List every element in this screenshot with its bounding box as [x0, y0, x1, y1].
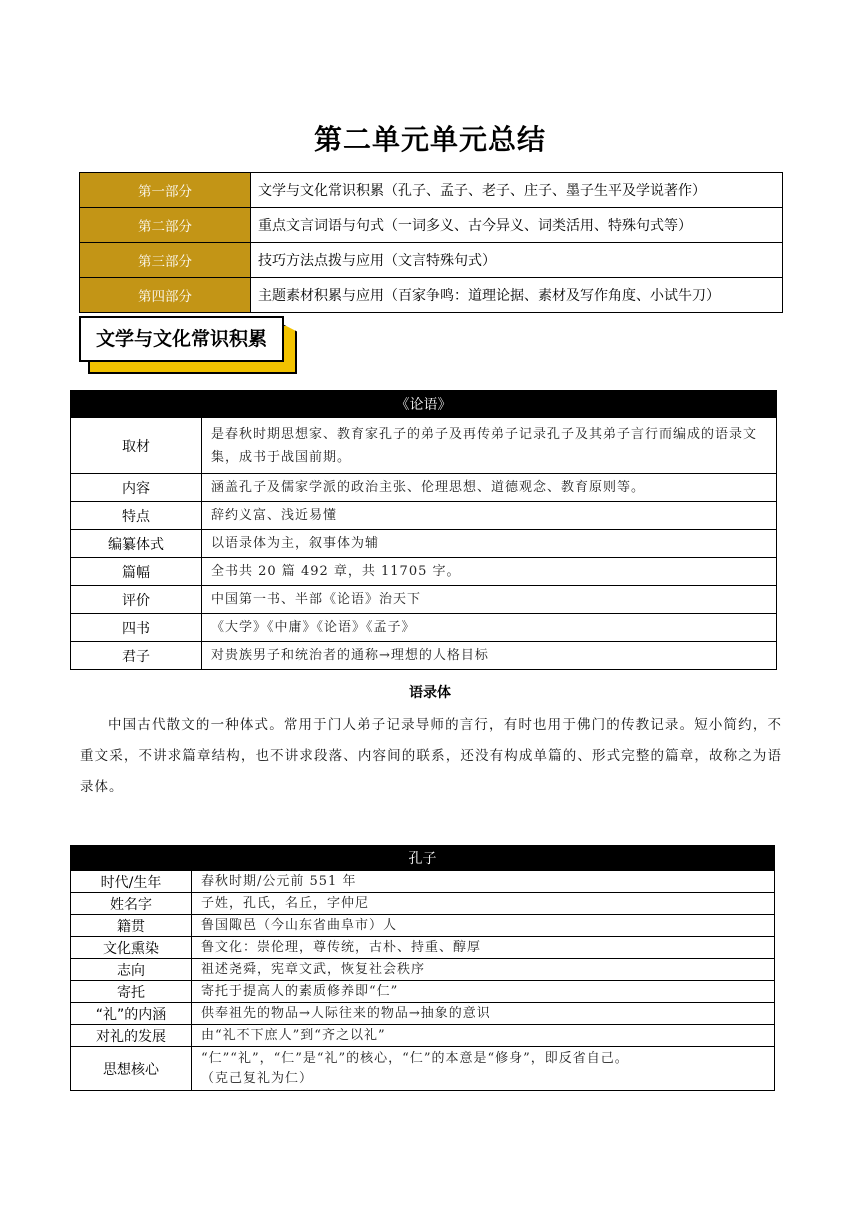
table-row [71, 959, 775, 981]
table-row [71, 474, 777, 502]
row-value: 鲁文化：崇伦理，尊传统，古朴、持重、醇厚 [192, 937, 775, 959]
row-label: 内容 [71, 474, 202, 502]
row-value: 寄托于提高人的素质修养即“仁” [192, 981, 775, 1003]
row-value: 对贵族男子和统治者的通称→理想的人格目标 [202, 642, 777, 670]
kongzi-table [70, 845, 775, 1091]
row-label: 特点 [71, 502, 202, 530]
row-value [192, 1047, 775, 1091]
row-label: 寄托 [71, 981, 192, 1003]
parts-table [79, 172, 783, 313]
part-label: 第三部分 [80, 243, 251, 278]
table-row [71, 614, 777, 642]
parts-row [80, 208, 783, 243]
row-label: 姓名字 [71, 893, 192, 915]
table-row [71, 586, 777, 614]
table-row [71, 915, 775, 937]
row-value-line: （克己复礼为仁） [201, 1070, 314, 1086]
row-value: 辞约义富、浅近易懂 [202, 502, 777, 530]
row-label: 对礼的发展 [71, 1025, 192, 1047]
table-row [71, 642, 777, 670]
row-label: 文化熏染 [71, 937, 192, 959]
row-value: 鲁国陬邑（今山东省曲阜市）人 [192, 915, 775, 937]
part-desc: 重点文言词语与句式（一词多义、古今异义、词类活用、特殊句式等） [251, 208, 783, 243]
lunyu-header: 《论语》 [71, 391, 777, 418]
parts-row [80, 278, 783, 313]
part-label: 第二部分 [80, 208, 251, 243]
row-value: 祖述尧舜，宪章文武，恢复社会秩序 [192, 959, 775, 981]
row-label: “礼”的内涵 [71, 1003, 192, 1025]
row-value: 中国第一书、半部《论语》治天下 [202, 586, 777, 614]
table-row [71, 1047, 775, 1091]
row-label: 思想核心 [71, 1047, 192, 1091]
kongzi-header: 孔子 [71, 846, 775, 871]
table-row [71, 502, 777, 530]
row-label: 籍贯 [71, 915, 192, 937]
row-value: 涵盖孔子及儒家学派的政治主张、伦理思想、道德观念、教育原则等。 [202, 474, 777, 502]
table-row [71, 893, 775, 915]
part-label: 第四部分 [80, 278, 251, 313]
row-value: 子姓，孔氏，名丘，字仲尼 [192, 893, 775, 915]
table-row [71, 871, 775, 893]
row-label: 志向 [71, 959, 192, 981]
yuluti-paragraph: 中国古代散文的一种体式。常用于门人弟子记录导师的言行，有时也用于佛门的传教记录。短小简约，不重文采，不讲求篇章结构，也不讲求段落、内容间的联系，还没有构成单篇的、形式完整的篇章，故称之为语录体。 [80, 717, 782, 795]
row-value: 春秋时期/公元前 551 年 [192, 871, 775, 893]
row-label: 编纂体式 [71, 530, 202, 558]
yuluti-heading: 语录体 [409, 685, 451, 701]
part-desc: 文学与文化常识积累（孔子、孟子、老子、庄子、墨子生平及学说著作） [251, 173, 783, 208]
part-desc: 技巧方法点拨与应用（文言特殊句式） [251, 243, 783, 278]
table-row [71, 558, 777, 586]
row-value-line: “仁”“礼”，“仁”是“礼”的核心，“仁”的本意是“修身”，即反省自己。 [201, 1050, 629, 1066]
part-desc: 主题素材积累与应用（百家争鸣：道理论据、素材及写作角度、小试牛刀） [251, 278, 783, 313]
lunyu-table [70, 390, 777, 670]
table-row [71, 530, 777, 558]
table-row [71, 981, 775, 1003]
table-row [71, 937, 775, 959]
row-value: 供奉祖先的物品→人际往来的物品→抽象的意识 [192, 1003, 775, 1025]
row-label: 篇幅 [71, 558, 202, 586]
section-badge: 文学与文化常识积累 [79, 316, 284, 362]
row-label: 评价 [71, 586, 202, 614]
table-row [71, 1025, 775, 1047]
page-title: 第二单元单元总结 [313, 123, 546, 156]
row-value: 是春秋时期思想家、教育家孔子的弟子及再传弟子记录孔子及其弟子言行而编成的语录文集，成书于战国前期。 [202, 418, 777, 474]
parts-row [80, 243, 783, 278]
row-label: 取材 [71, 418, 202, 474]
row-value: 《大学》《中庸》《论语》《孟子》 [202, 614, 777, 642]
table-row [71, 418, 777, 474]
row-label: 四书 [71, 614, 202, 642]
parts-row [80, 173, 783, 208]
row-value: 全书共 20 篇 492 章，共 11705 字。 [202, 558, 777, 586]
row-label: 时代/生年 [71, 871, 192, 893]
table-row [71, 1003, 775, 1025]
row-value: 由“礼不下庶人”到“齐之以礼” [192, 1025, 775, 1047]
row-value: 以语录体为主，叙事体为辅 [202, 530, 777, 558]
row-label: 君子 [71, 642, 202, 670]
part-label: 第一部分 [80, 173, 251, 208]
